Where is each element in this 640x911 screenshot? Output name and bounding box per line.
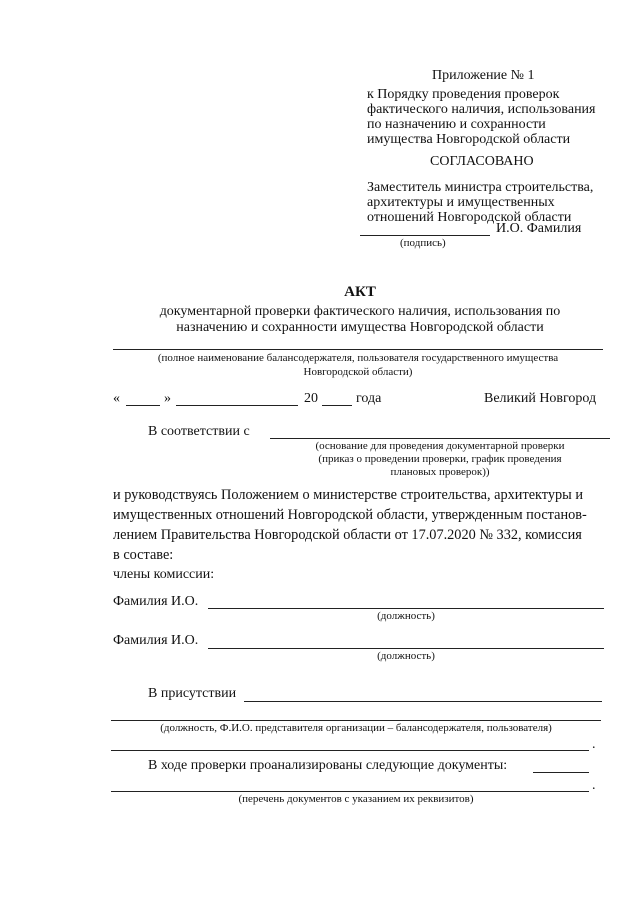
- basis-caption-line: плановых проверок)): [390, 466, 490, 478]
- holder-caption-line: (полное наименование балансодержателя, пользователя государственного имущества: [157, 352, 559, 364]
- basis-caption: [270, 440, 610, 479]
- signature-caption: (подпись): [400, 237, 446, 249]
- holder-caption-line: Новгородской области): [303, 366, 413, 378]
- date-year-suffix: года: [356, 391, 382, 406]
- presence-line-2[interactable]: [111, 720, 601, 721]
- city-name: Великий Новгород: [484, 391, 597, 406]
- signer-name: И.О. Фамилия: [496, 221, 582, 236]
- member-position-line[interactable]: [208, 648, 604, 649]
- appendix-text: [367, 87, 596, 147]
- appendix-title: Приложение № 1: [432, 68, 535, 83]
- presence-line[interactable]: [244, 701, 602, 702]
- body-line: в составе:: [113, 547, 174, 563]
- member-position-line[interactable]: [208, 608, 604, 609]
- appendix-line: к Порядку проведения проверок: [367, 87, 560, 102]
- act-subtitle-line: документарной проверки фактического наличия, использования по: [159, 304, 561, 319]
- date-month-line[interactable]: [176, 405, 298, 406]
- act-subtitle: [0, 304, 640, 336]
- appendix-line: имущества Новгородской области: [367, 132, 571, 147]
- documents-label: В ходе проверки проанализированы следующие документы:: [148, 758, 508, 773]
- documents-line-2[interactable]: [111, 791, 589, 792]
- appendix-line: фактического наличия, использования: [367, 102, 596, 117]
- act-title: АКТ: [344, 284, 376, 300]
- appendix-line: по назначению и сохранности: [367, 117, 546, 132]
- basis-line[interactable]: [270, 438, 610, 439]
- signature-line[interactable]: [360, 235, 490, 236]
- member-position-caption: (должность): [377, 610, 435, 622]
- date-day-line[interactable]: [126, 405, 160, 406]
- member-position-caption: (должность): [377, 650, 435, 662]
- approval-line: Заместитель министра строительства,: [367, 180, 594, 195]
- documents-end-mark: .: [592, 778, 596, 793]
- member-name: Фамилия И.О.: [113, 633, 199, 648]
- documents-line[interactable]: [533, 772, 589, 773]
- date-year-prefix: 20: [304, 391, 318, 406]
- basis-label: В соответствии с: [148, 424, 250, 439]
- body-line: лением Правительства Новгородской области от 17.07.2020 № 332, комиссия: [113, 527, 582, 543]
- member-name: Фамилия И.О.: [113, 594, 199, 609]
- body-line: и руководствуясь Положением о министерстве строительства, архитектуры и: [113, 487, 583, 503]
- date-close-quote: »: [164, 391, 171, 406]
- body-paragraph: [113, 485, 587, 565]
- basis-caption-line: (приказ о проведении проверки, график проведения: [318, 453, 562, 465]
- act-subtitle-line: назначению и сохранности имущества Новгородской области: [176, 320, 544, 335]
- documents-caption: (перечень документов с указанием их реквизитов): [238, 793, 474, 805]
- approval-line: отношений Новгородской области: [367, 210, 572, 225]
- commission-heading: члены комиссии:: [113, 567, 215, 582]
- holder-caption: [113, 351, 603, 379]
- holder-name-line[interactable]: [113, 349, 603, 350]
- body-line: имущественных отношений Новгородской области, утвержденным постанов-: [113, 507, 587, 523]
- approval-heading: СОГЛАСОВАНО: [430, 154, 534, 169]
- presence-label: В присутствии: [148, 686, 237, 701]
- presence-line-3[interactable]: [111, 750, 589, 751]
- approval-line: архитектуры и имущественных: [367, 195, 555, 210]
- date-open-quote: «: [113, 391, 120, 406]
- date-year-line[interactable]: [322, 405, 352, 406]
- presence-end-mark: .: [592, 737, 596, 752]
- approval-text: [367, 180, 593, 225]
- basis-caption-line: (основание для проведения документарной проверки: [315, 440, 565, 452]
- presence-caption: (должность, Ф.И.О. представителя организации – балансодержателя, пользователя): [160, 722, 552, 734]
